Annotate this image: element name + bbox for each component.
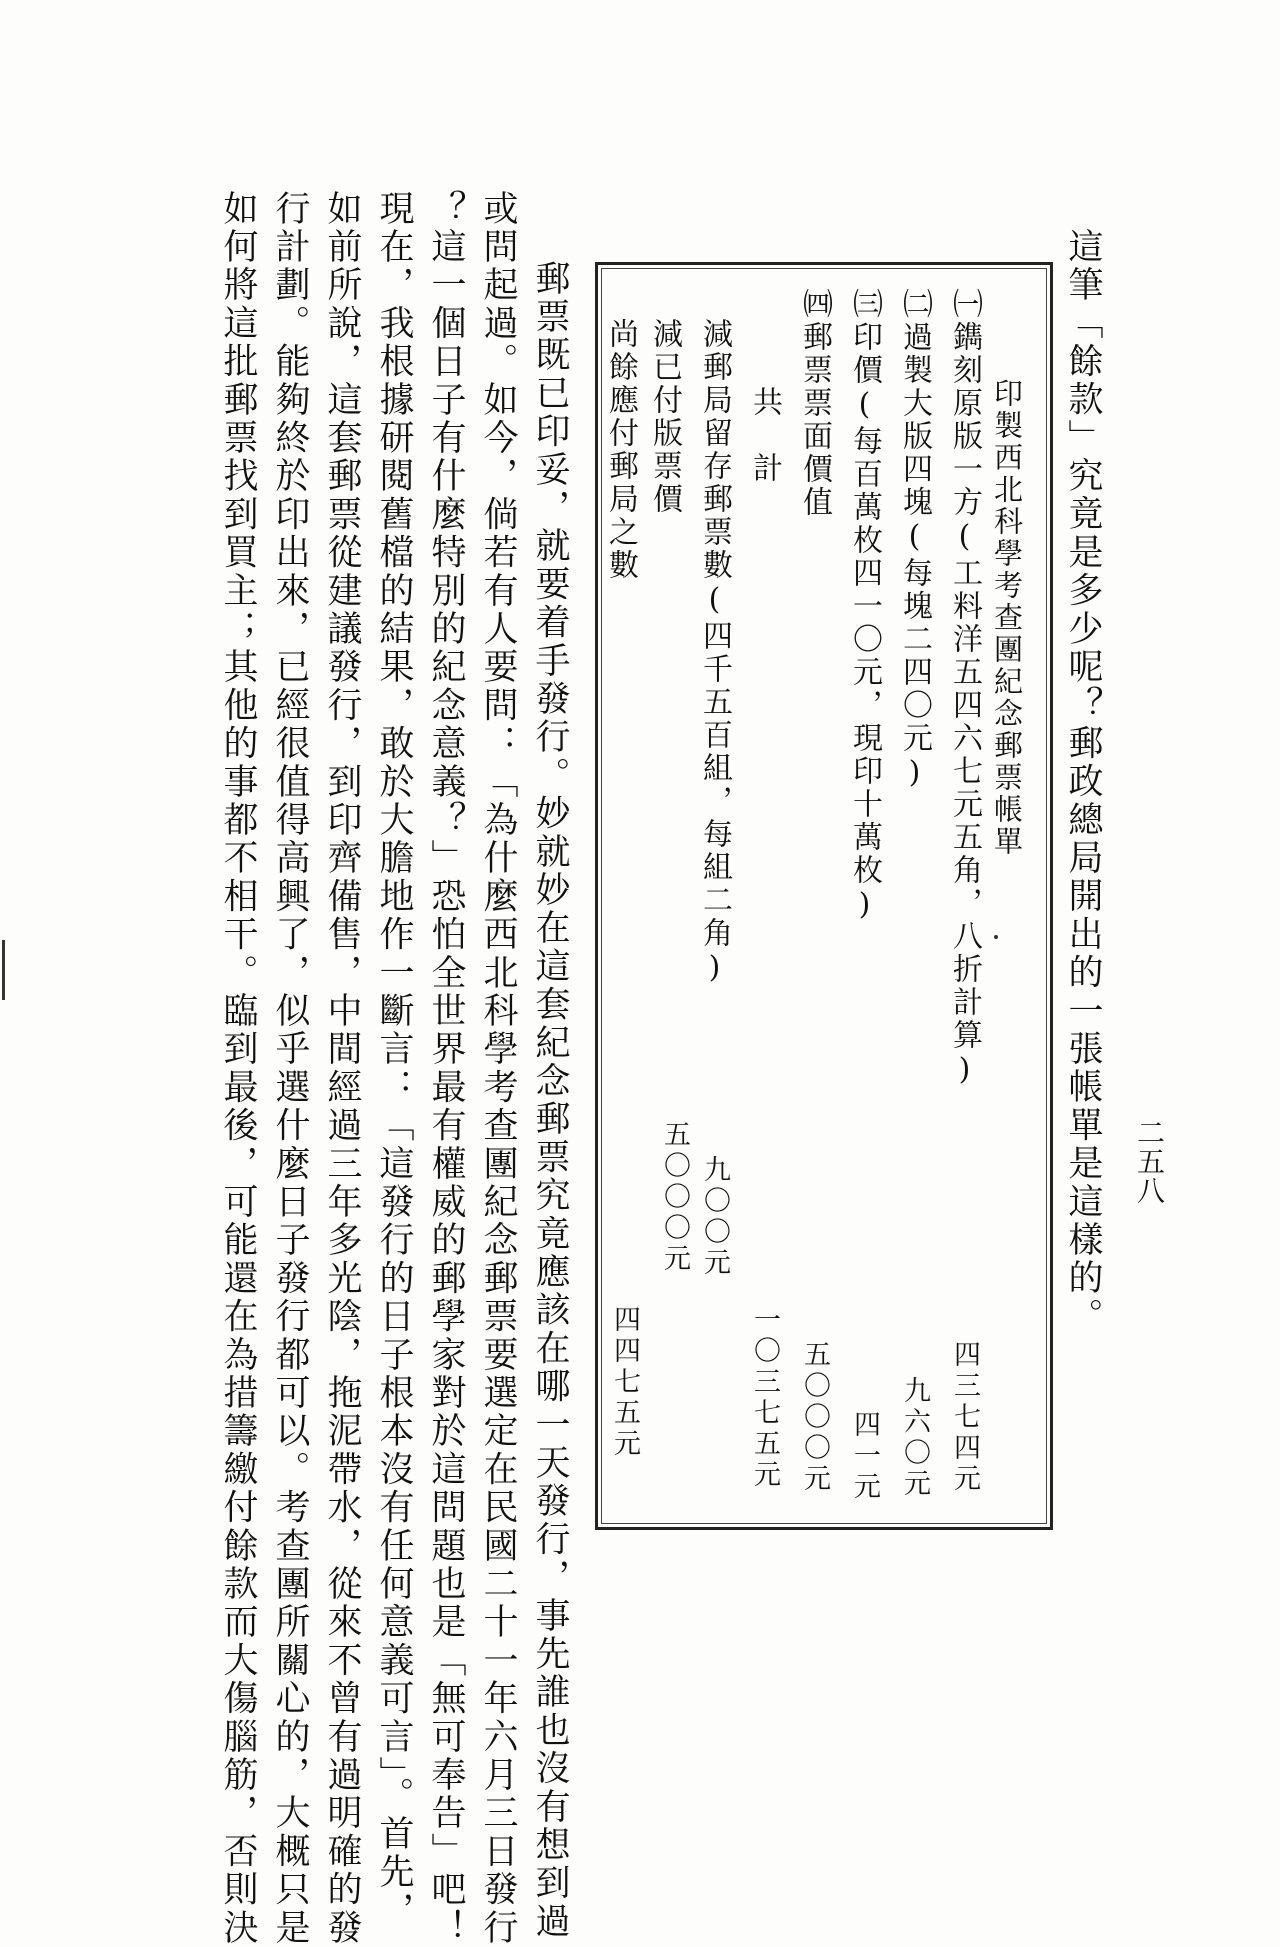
statement-item-amount: 四四七五元 (609, 1305, 640, 1460)
body-text-column: 郵票既已印妥，就要着手發行。妙就妙在這套紀念郵票究竟應該在哪一天發行，事先誰也沒有想到過 (530, 260, 570, 1941)
statement-item-label: 減已付版票價 (647, 318, 682, 516)
statement-item-label: ㈡過製大版四塊(每塊二四〇元) (897, 288, 932, 793)
statement-item-label: 尚餘應付郵局之數 (603, 318, 638, 582)
statement-title: 印製西北科學考查團紀念郵票帳單 (990, 378, 1024, 858)
statement-item-amount: 九六〇元 (899, 1376, 930, 1500)
statement-item-amount: 一〇三七五元 (749, 1305, 780, 1491)
body-text-column: 如何將這批郵票找到買主；其他的事都不相干。臨到最後，可能還在為措籌繳付餘款而大傷腦筋，否則決 (218, 190, 258, 1947)
body-text-column: 行計劃。能夠終於印出來，已經很值得高興了，似乎選什麼日子發行都可以。考查團所關心的，大概只是 (270, 190, 310, 1947)
statement-item-amount: 九〇〇元 (699, 1155, 730, 1279)
statement-item-amount: 四一元 (849, 1410, 880, 1503)
statement-item-label: ㈣郵票票面價值 (797, 288, 832, 519)
body-text-column: 現在，我根據研閱舊檔的結果，敢於大膽地作一斷言：「這發行的日子根本沒有任何意義可言」。首先， (374, 190, 414, 1930)
scan-speck (2, 940, 5, 1000)
statement-item-amount: 四三七四元 (949, 1340, 980, 1495)
page-number: 二五八 (1133, 1118, 1166, 1205)
scan-speck (994, 935, 998, 939)
statement-item-label: 減郵局留存郵票數(四千五百組，每組二角) (697, 318, 732, 988)
statement-item-label: 共 計 (747, 386, 782, 485)
body-text-column: ？這一個日子有什麼特別的紀念意義？」恐怕全世界最有權威的郵學家對於這問題也是「無可奉告」吧！ (426, 190, 466, 1947)
statement-item-amount: 五〇〇〇元 (799, 1340, 830, 1495)
body-text-column: 如前所說，這套郵票從建議發行，到印齊備售，中間經過三年多光陰，拖泥帶水，從來不曾有過明確的發 (322, 190, 362, 1947)
statement-item-label: ㈢印價(每百萬枚四一〇元，現印十萬枚) (847, 288, 882, 925)
body-text-column: 或問起過。如今，倘若有人要問：「為什麼西北科學考查團紀念郵票要選定在民國二十一年六月三日發行 (478, 190, 518, 1947)
intro-line: 這筆「餘款」究竟是多少呢？郵政總局開出的一張帳單是這樣的。 (1063, 228, 1103, 1336)
statement-item-amount: 五〇〇〇元 (659, 1120, 690, 1275)
statement-item-label: ㈠鐫刻原版一方(工料洋五四六七元五角，八折計算) (947, 288, 982, 1090)
